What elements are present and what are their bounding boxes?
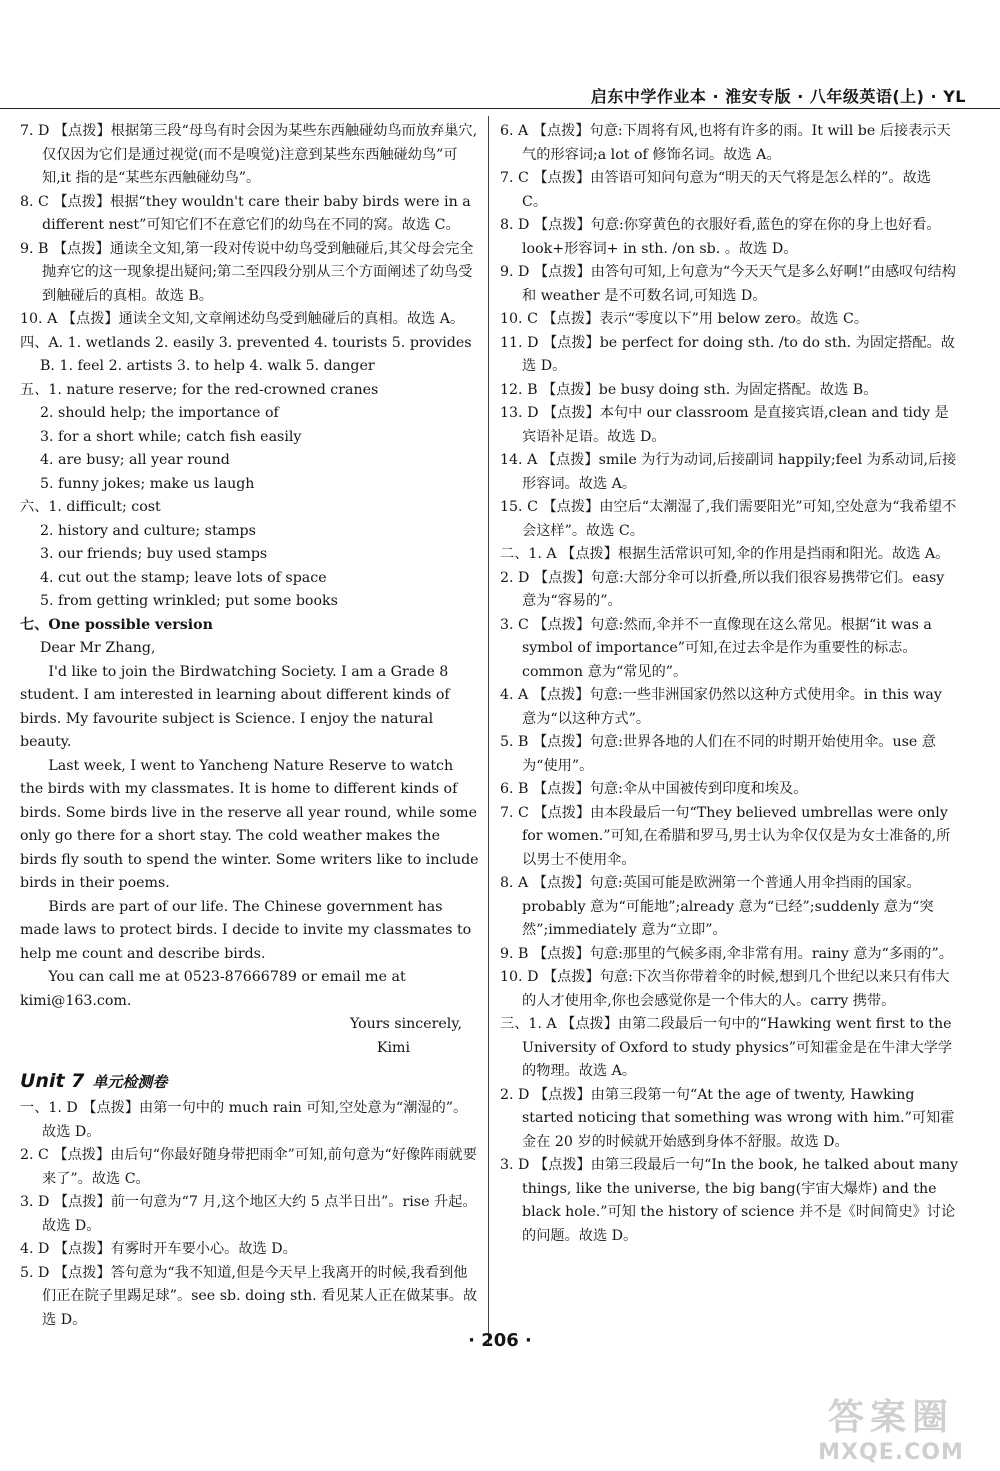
answer-item: 15. C 【点拨】由空后“太潮湿了,我们需要阳光”可知,空处意为“我希望不会这样”。故选 C。 <box>500 499 957 539</box>
answer-item: 4. D 【点拨】有雾时开车要小心。故选 D。 <box>20 1241 297 1257</box>
answer-item: 三、1. A 【点拨】由第二段最后一句中的“Hawking went first to the University of Oxford to study physics”可知霍金是在牛津大学学的物理。故选 A。 <box>500 1016 953 1079</box>
answer-item: 8. D 【点拨】句意:你穿黄色的衣服好看,蓝色的穿在你的身上也好看。look+形容词+ in sth. /on sb. 。故选 D。 <box>500 217 941 257</box>
answer-item: 一、1. D 【点拨】由第一句中的 much rain 可知,空处意为“潮湿的”。故选 D。 <box>20 1100 468 1140</box>
section-six-item: 3. our friends; buy used stamps <box>40 546 268 562</box>
right-column <box>500 120 960 1248</box>
answer-item: 2. C 【点拨】由后句“你最好随身带把雨伞”可知,前句意为“好像阵雨就要来了”。故选 C。 <box>20 1147 477 1187</box>
section-six-item: 2. history and culture; stamps <box>40 522 256 539</box>
watermark-logo <box>796 1389 986 1465</box>
answer-item: 14. A 【点拨】smile 为行为动词,后接副词 happily;feel 为系动词,后接形容词。故选 A。 <box>500 452 957 492</box>
section-five-item: 4. are busy; all year round <box>40 452 230 468</box>
unit-title: Unit 7 <box>20 1070 85 1092</box>
section-six-item: 5. from getting wrinkled; put some books <box>40 593 338 609</box>
answer-item: 6. B 【点拨】句意:伞从中国被传到印度和埃及。 <box>500 781 808 797</box>
section-six-item: 4. cut out the stamp; leave lots of space <box>40 569 327 586</box>
answer-item: 2. D 【点拨】由第三段第一句“At the age of twenty, Hawking started noticing that something was wrong with him.”可知霍金在 20 岁的时候就开始感到身体不舒服。故选 D。 <box>500 1086 955 1150</box>
answer-item: 4. A 【点拨】句意:一些非洲国家仍然以这种方式使用伞。in this way 意为“以这种方式”。 <box>500 687 942 727</box>
answer-item: 9. B 【点拨】句意:那里的气候多雨,伞非常有用。rainy 意为“多雨的”。 <box>500 945 953 962</box>
watermark-text: 答案圈 <box>827 1397 954 1438</box>
answer-item: 12. B 【点拨】be busy doing sth. 为固定搭配。故选 B。 <box>500 381 878 398</box>
watermark-domain: MXQE.COM <box>818 1440 964 1465</box>
answer-item: 10. C 【点拨】表示“零度以下”用 below zero。故选 C。 <box>500 311 869 327</box>
letter-paragraph: Birds are part of our life. The Chinese government has made laws to protect birds. I decide to invite my classmates to help me count and describe birds. <box>20 898 472 962</box>
answer-item: 二、1. A 【点拨】根据生活常识可知,伞的作用是挡雨和阳光。故选 A。 <box>500 546 950 562</box>
answer-item: 2. D 【点拨】句意:大部分伞可以折叠,所以我们很容易携带它们。easy 意为“容易的”。 <box>500 569 945 609</box>
answer-item: 10. A 【点拨】通读全文知,文章阐述幼鸟受到触碰后的真相。故选 A。 <box>20 311 465 327</box>
letter-closing: Yours sincerely, <box>349 1016 462 1032</box>
section-four-b: B. 1. feel 2. artists 3. to help 4. walk 5. danger <box>40 358 375 374</box>
answer-item: 8. A 【点拨】句意:英国可能是欧洲第一个普通人用伞挡雨的国家。probably 意为“可能地”;already 意为“已经”;suddenly 意为“突然”;immediately 意为“立即”。 <box>500 875 934 938</box>
letter-signature: Kimi <box>376 1039 410 1056</box>
left-column <box>20 120 480 1332</box>
section-five-item: 五、1. nature reserve; for the red-crowned cranes <box>20 381 379 398</box>
answer-item: 9. D 【点拨】由答句可知,上句意为“今天天气是多么好啊!”由感叹句结构和 weather 是不可数名词,可知选 D。 <box>500 264 956 304</box>
section-six-item: 六、1. difficult; cost <box>20 499 161 515</box>
column-divider <box>488 116 489 1344</box>
book-title: 启东中学作业本 · 淮安专版 · 八年级英语(上) · YL <box>590 87 966 106</box>
answer-item: 7. C 【点拨】由本段最后一句“They believed umbrellas were only for women.”可知,在希腊和罗马,男士认为伞仅仅是为女士准备的,所以男士不使用伞。 <box>500 804 951 868</box>
answer-item: 8. C 【点拨】根据“they wouldn't care their baby birds were in a different nest”可知它们不在意它们的幼鸟在不同的窝。故选 C。 <box>20 193 471 233</box>
answer-item: 3. D 【点拨】前一句意为“7 月,这个地区大约 5 点半日出”。rise 升起。故选 D。 <box>20 1194 477 1234</box>
unit-subtitle: 单元检测卷 <box>92 1073 168 1091</box>
letter-paragraph: Last week, I went to Yancheng Nature Reserve to watch the birds with my classmates. It is home to different kinds of birds. Some birds live in the reserve all year round, while some only go there for a short stay. The cold weather makes the birds fly south to spend the winter. Some writers like to include birds in their poems. <box>20 757 479 891</box>
answer-item: 7. D 【点拨】根据第三段“母鸟有时会因为某些东西触碰幼鸟而放弃巢穴,仅仅因为它们是通过视觉(而不是嗅觉)注意到某些东西触碰幼鸟”可知,it 指的是“某些东西触碰幼鸟”。 <box>20 123 478 186</box>
answer-item: 9. B 【点拨】通读全文知,第一段对传说中幼鸟受到触碰后,其父母会完全抛弃它的这一现象提出疑问;第二至四段分别从三个方面阐述了幼鸟受到触碰后的真相。故选 B。 <box>20 240 474 304</box>
answer-item: 3. D 【点拨】由第三段最后一句“In the book, he talked about many things, like the universe, the big bang(宇宙大爆炸) and the black hole.”可知 the history of science 并不是《时间简史》讨论的问题。故选 D。 <box>500 1157 959 1244</box>
answer-item: 11. D 【点拨】be perfect for doing sth. /to do sth. 为固定搭配。故选 D。 <box>500 334 955 374</box>
answer-item: 13. D 【点拨】本句中 our classroom 是直接宾语,clean and tidy 是宾语补足语。故选 D。 <box>500 405 949 445</box>
section-five-item: 5. funny jokes; make us laugh <box>40 475 255 492</box>
section-five-item: 3. for a short while; catch fish easily <box>40 428 302 445</box>
answer-item: 5. D 【点拨】答句意为“我不知道,但是今天早上我离开的时候,我看到他们正在院子里踢足球”。see sb. doing sth. 看见某人正在做某事。故选 D。 <box>20 1264 478 1328</box>
letter-greeting: Dear Mr Zhang, <box>40 640 156 656</box>
page-number: · 206 · <box>468 1330 532 1351</box>
answer-item: 3. C 【点拨】句意:然而,伞并不一直像现在这么常见。根据“it was a symbol of importance”可知,在过去伞是作为重要性的标志。common 意为“常见的”。 <box>500 616 932 680</box>
letter-paragraph: You can call me at 0523-87666789 or email me at kimi@163.com. <box>20 969 406 1009</box>
letter-paragraph: I'd like to join the Birdwatching Society. I am a Grade 8 student. I am interested in learning about different kinds of birds. My favourite subject is Science. I enjoy the natural beauty. <box>20 663 450 750</box>
page-header <box>0 84 1000 109</box>
answer-item: 6. A 【点拨】句意:下周将有风,也将有许多的雨。It will be 后接表示天气的形容词;a lot of 修饰名词。故选 A。 <box>500 123 951 163</box>
answer-item: 10. D 【点拨】句意:下次当你带着伞的时候,想到几个世纪以来只有伟大的人才使用伞,你也会感觉你是一个伟大的人。carry 携带。 <box>500 969 950 1009</box>
answer-item: 7. C 【点拨】由答语可知问句意为“明天的天气将是怎么样的”。故选 C。 <box>500 170 931 210</box>
unit-heading <box>20 1066 480 1097</box>
answer-item: 5. B 【点拨】句意:世界各地的人们在不同的时期开始使用伞。use 意为“使用”。 <box>500 734 936 774</box>
section-five-item: 2. should help; the importance of <box>40 405 279 421</box>
section-seven-heading: 七、One possible version <box>20 616 213 633</box>
section-four-a: 四、A. 1. wetlands 2. easily 3. prevented 4. tourists 5. provides <box>20 334 472 351</box>
